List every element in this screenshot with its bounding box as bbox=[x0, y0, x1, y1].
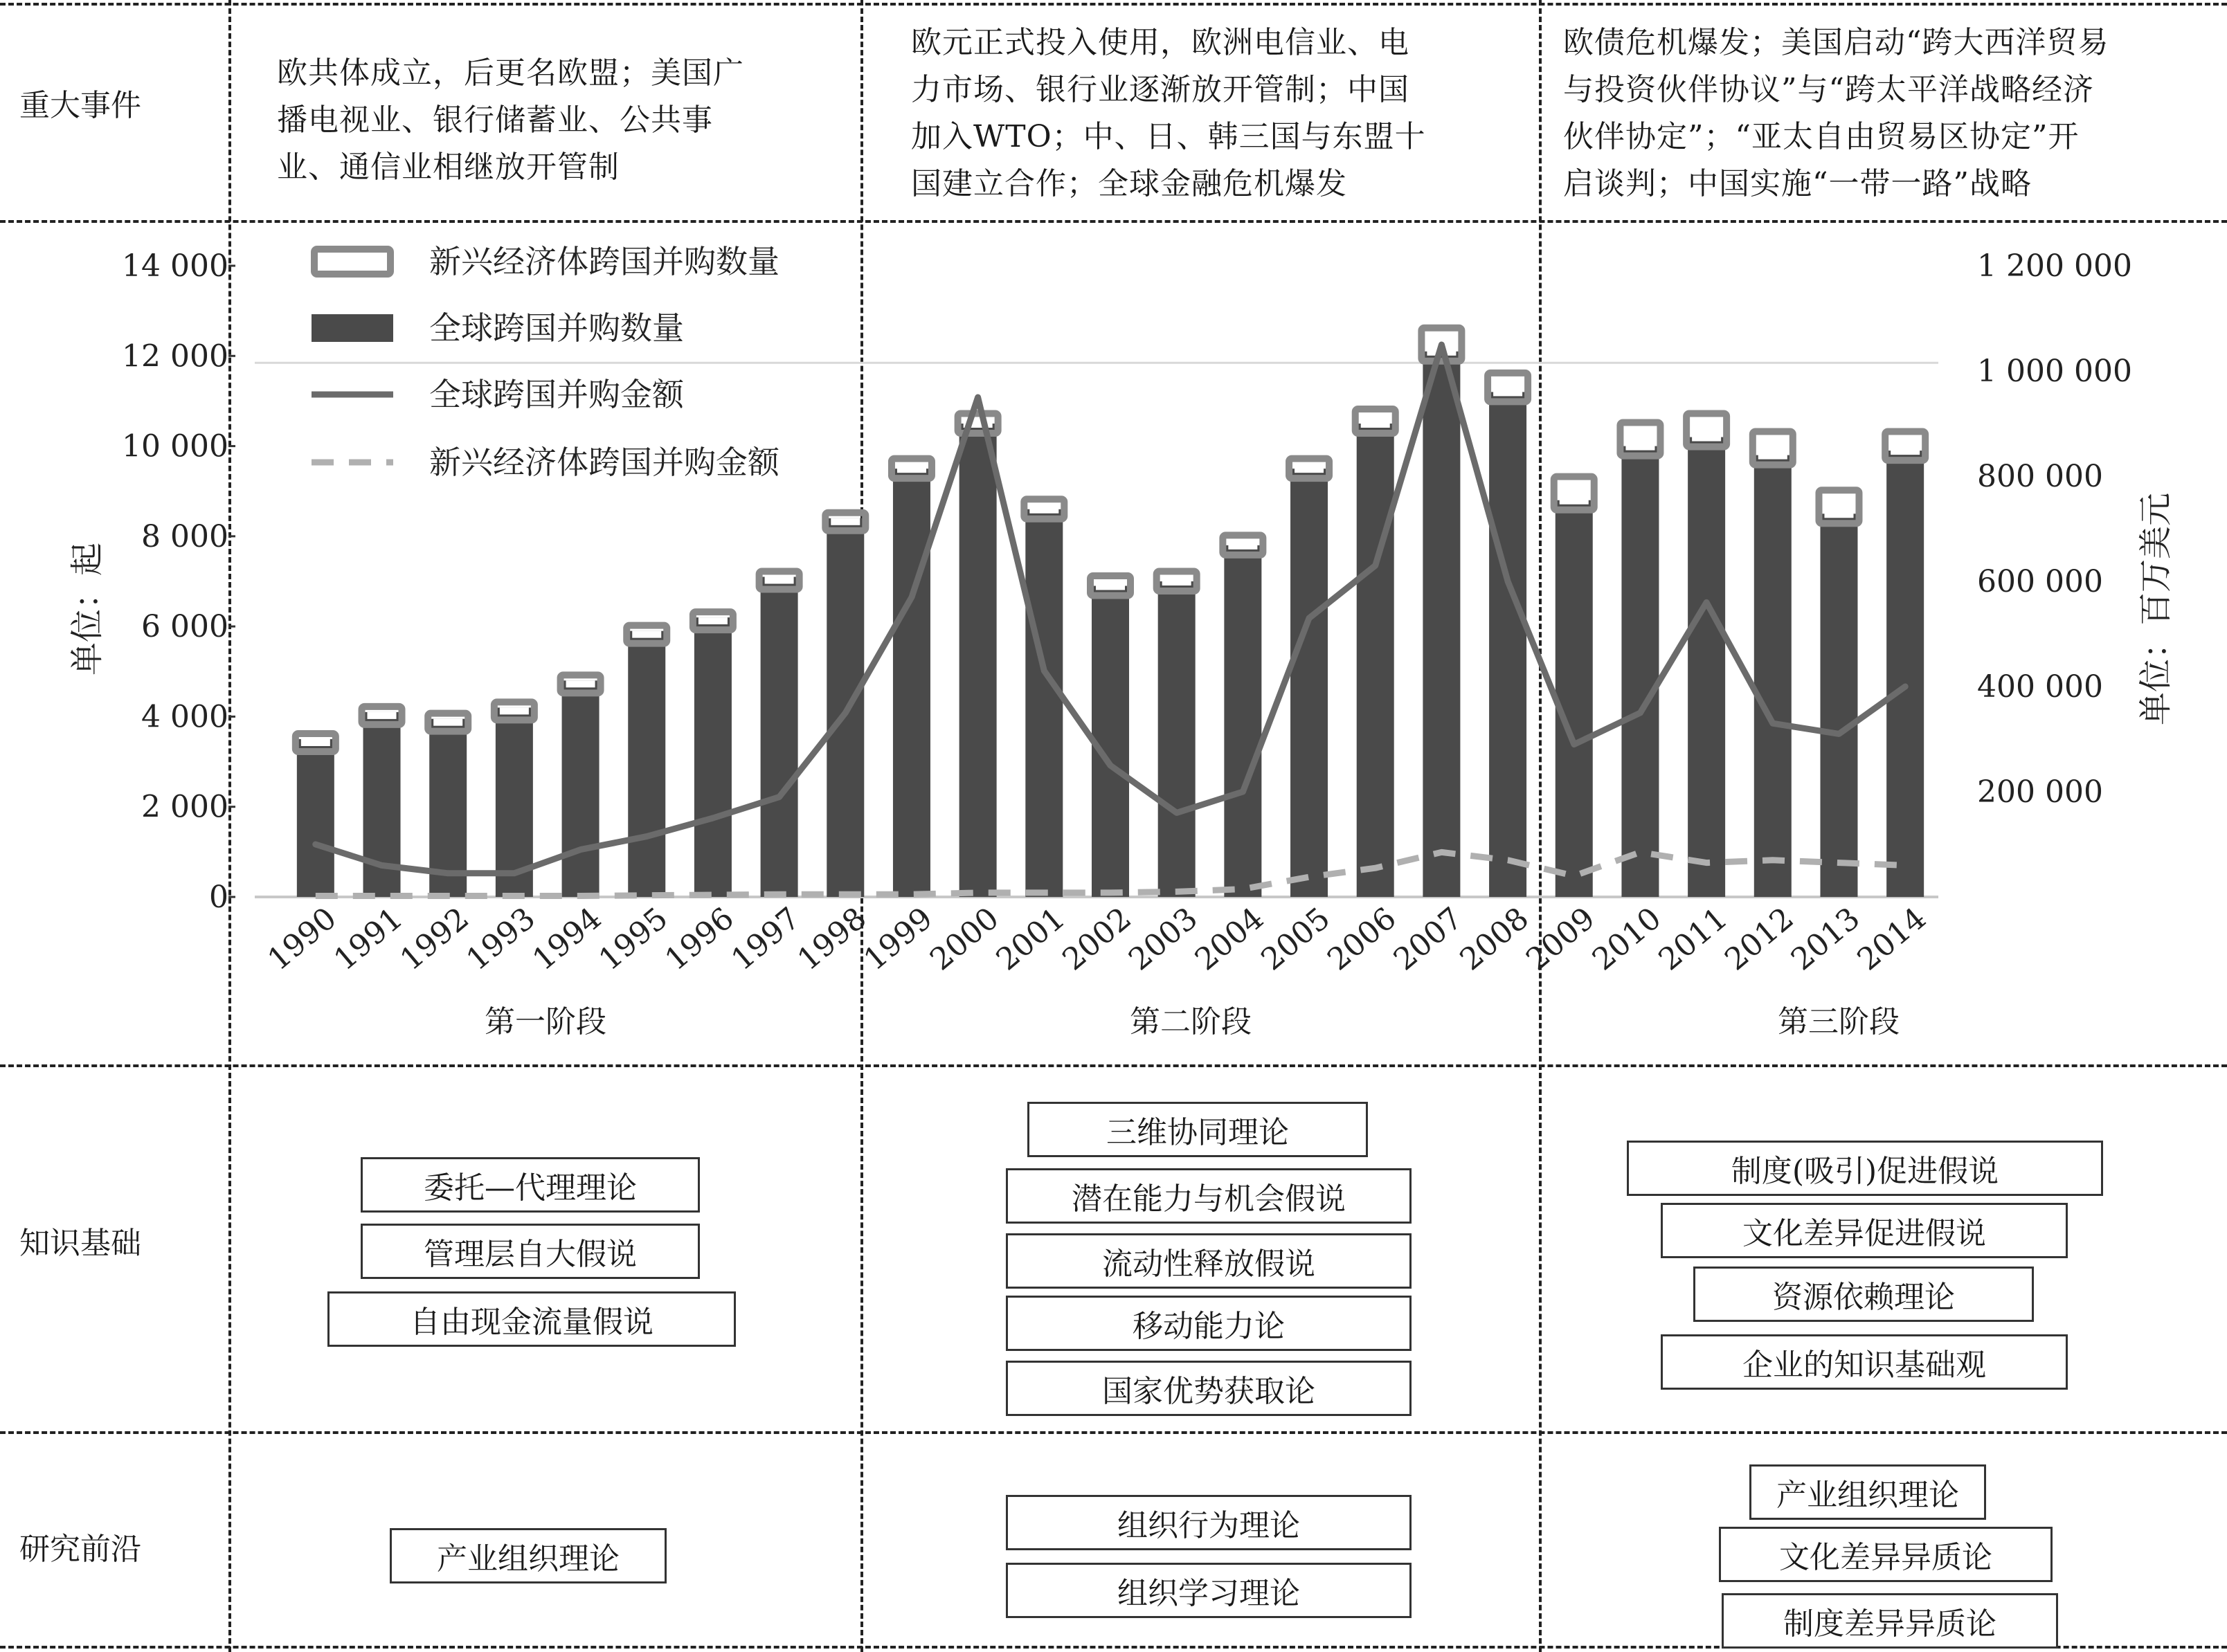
y2-tick-label: 400 000 bbox=[1977, 669, 2103, 705]
bar-emerging-count-inner bbox=[831, 518, 860, 525]
event-line: 力市场、银行业逐渐放开管制；中国 bbox=[911, 72, 1409, 107]
x-tick-label: 1997 bbox=[724, 900, 807, 978]
x-tick-label: 2002 bbox=[1056, 900, 1138, 978]
event-line: 与投资伙伴协议”与“跨太平洋战略经济 bbox=[1563, 72, 2094, 107]
x-tick-label: 2013 bbox=[1784, 900, 1867, 978]
bar-emerging-count-inner bbox=[566, 680, 595, 687]
bar-emerging-count-inner bbox=[1162, 577, 1191, 586]
legend-label: 新兴经济体跨国并购金额 bbox=[429, 444, 779, 481]
row-divider-top bbox=[0, 3, 2227, 6]
y-tick-label: 6 000 bbox=[141, 609, 228, 645]
bar-emerging-count-inner bbox=[632, 631, 661, 638]
bar-global-count bbox=[761, 577, 798, 897]
bar-emerging-count-inner bbox=[1758, 437, 1787, 460]
bar-global-count bbox=[297, 739, 334, 897]
bar-emerging-count-inner bbox=[698, 617, 728, 624]
phase-label-3: 第三阶段 bbox=[1778, 1004, 1900, 1040]
theory-box: 管理层自大假说 bbox=[361, 1224, 700, 1279]
bar-emerging-count-inner bbox=[1824, 496, 1853, 518]
y-tick-label: 8 000 bbox=[141, 518, 228, 554]
legend-swatch-emerging-count bbox=[314, 249, 390, 274]
event-line: 启谈判；中国实施“一带一路”战略 bbox=[1563, 166, 2032, 201]
bar-emerging-count-inner bbox=[1560, 482, 1589, 505]
y-axis-label: 单位：起 bbox=[68, 542, 107, 676]
x-tick-label: 2009 bbox=[1520, 900, 1602, 978]
bar-global-count bbox=[1688, 437, 1725, 897]
legend-label: 全球跨国并购数量 bbox=[429, 309, 684, 347]
row-label-events: 重大事件 bbox=[19, 88, 141, 123]
y2-tick-label: 1 000 000 bbox=[1977, 354, 2132, 389]
bar-emerging-count-inner bbox=[500, 707, 529, 714]
events-phase2 bbox=[911, 19, 1534, 208]
bar-emerging-count-inner bbox=[1625, 428, 1655, 451]
x-tick-label: 2014 bbox=[1850, 900, 1933, 978]
y2-axis-label: 单位：百万美元 bbox=[2136, 492, 2175, 726]
x-tick-label: 1998 bbox=[791, 900, 874, 978]
event-line: 加入WTO；中、日、韩三国与东盟十 bbox=[911, 119, 1426, 154]
x-tick-label: 1996 bbox=[658, 900, 741, 978]
events-phase3 bbox=[1563, 19, 2221, 208]
bar-global-count bbox=[893, 469, 930, 897]
ma-chart bbox=[0, 220, 2227, 1064]
row-label-knowledge: 知识基础 bbox=[19, 1226, 141, 1261]
theory-box: 移动能力论 bbox=[1006, 1296, 1412, 1351]
theory-box: 文化差异异质论 bbox=[1719, 1527, 2053, 1582]
bar-global-count bbox=[1556, 500, 1593, 897]
row-label-frontier: 研究前沿 bbox=[19, 1532, 141, 1567]
bar-emerging-count-inner bbox=[301, 739, 330, 746]
event-line: 欧债危机爆发；美国启动“跨大西洋贸易 bbox=[1563, 25, 2109, 60]
theory-box: 自由现金流量假说 bbox=[327, 1291, 736, 1347]
y-tick-label: 14 000 bbox=[122, 248, 228, 284]
x-tick-label: 2008 bbox=[1453, 900, 1536, 978]
legend-swatch-global-count bbox=[312, 314, 393, 342]
x-tick-label: 2006 bbox=[1321, 900, 1403, 978]
theory-box: 组织行为理论 bbox=[1006, 1495, 1412, 1550]
bar-emerging-count-inner bbox=[1692, 419, 1721, 441]
bar-global-count bbox=[1025, 509, 1063, 897]
x-tick-label: 1992 bbox=[393, 900, 476, 978]
y-tick-label: 0 bbox=[209, 880, 228, 915]
x-tick-label: 2000 bbox=[923, 900, 1006, 978]
theory-box: 潜在能力与机会假说 bbox=[1006, 1168, 1412, 1224]
y2-tick-label: 600 000 bbox=[1977, 564, 2103, 599]
bar-global-count bbox=[1489, 392, 1526, 897]
bar-global-count bbox=[959, 424, 997, 897]
legend-label: 新兴经济体跨国并购数量 bbox=[429, 243, 779, 280]
bar-global-count bbox=[1224, 545, 1261, 897]
y2-tick-label: 1 200 000 bbox=[1977, 248, 2132, 284]
event-line: 欧共体成立，后更名欧盟；美国广 bbox=[277, 55, 744, 91]
theory-box: 三维协同理论 bbox=[1027, 1102, 1368, 1157]
bar-emerging-count-inner bbox=[1295, 464, 1324, 473]
phase-label-1: 第一阶段 bbox=[485, 1004, 606, 1040]
y-tick-label: 10 000 bbox=[122, 428, 228, 464]
bar-global-count bbox=[1357, 424, 1394, 897]
y-tick-label: 2 000 bbox=[141, 789, 228, 825]
theory-box: 企业的知识基础观 bbox=[1661, 1334, 2068, 1390]
bar-layer bbox=[296, 328, 1925, 897]
bar-emerging-count-inner bbox=[1228, 541, 1257, 550]
theory-box: 组织学习理论 bbox=[1006, 1563, 1412, 1618]
theory-box: 流动性释放假说 bbox=[1006, 1233, 1412, 1289]
x-tick-label: 1990 bbox=[261, 900, 343, 978]
x-tick-label: 2003 bbox=[1122, 900, 1205, 978]
event-line: 欧元正式投入使用，欧洲电信业、电 bbox=[911, 25, 1409, 60]
bar-emerging-count-inner bbox=[1029, 505, 1058, 514]
theory-box: 文化差异促进假说 bbox=[1661, 1203, 2068, 1258]
x-tick-label: 2001 bbox=[989, 900, 1072, 978]
bar-emerging-count-inner bbox=[433, 719, 462, 726]
bar-emerging-count-inner bbox=[1096, 581, 1125, 590]
theory-box: 资源依赖理论 bbox=[1693, 1267, 2034, 1322]
x-tick-label: 2007 bbox=[1387, 900, 1470, 978]
theory-box: 制度(吸引)促进假说 bbox=[1627, 1141, 2103, 1196]
bar-global-count bbox=[1820, 514, 1857, 897]
bar-global-count bbox=[694, 617, 732, 897]
x-tick-label: 1994 bbox=[525, 900, 608, 978]
event-line: 国建立合作；全球金融危机爆发 bbox=[911, 166, 1347, 201]
theory-box: 制度差异异质论 bbox=[1722, 1593, 2058, 1649]
bar-global-count bbox=[1754, 455, 1792, 897]
x-tick-label: 1993 bbox=[460, 900, 542, 978]
theory-box: 产业组织理论 bbox=[1749, 1464, 1986, 1520]
bar-emerging-count-inner bbox=[1493, 379, 1522, 397]
x-tick-label: 1991 bbox=[327, 900, 410, 978]
x-tick-label: 2011 bbox=[1652, 900, 1735, 978]
bar-global-count bbox=[1886, 451, 1924, 897]
y2-tick-label: 200 000 bbox=[1977, 774, 2103, 810]
y2-tick-label: 800 000 bbox=[1977, 459, 2103, 494]
event-line: 播电视业、银行储蓄业、公共事 bbox=[277, 102, 713, 138]
theory-box: 委托—代理理论 bbox=[361, 1157, 700, 1213]
x-tick-label: 2004 bbox=[1188, 900, 1271, 978]
event-line: 伙伴协定”；“亚太自由贸易区协定”开 bbox=[1563, 119, 2080, 154]
legend-label: 全球跨国并购金额 bbox=[429, 376, 684, 413]
event-line: 业、通信业相继放开管制 bbox=[277, 149, 620, 185]
y-tick-label: 12 000 bbox=[122, 338, 228, 374]
bar-emerging-count-inner bbox=[368, 712, 397, 719]
bar-global-count bbox=[1158, 581, 1196, 897]
events-phase1 bbox=[277, 50, 845, 191]
x-tick-label: 2012 bbox=[1718, 900, 1801, 978]
row-divider-knowledge bbox=[0, 1431, 2227, 1434]
bar-global-count bbox=[562, 680, 599, 897]
bar-global-count bbox=[1290, 469, 1328, 897]
bar-emerging-count-inner bbox=[897, 464, 926, 473]
row-divider-chart bbox=[0, 1064, 2227, 1067]
bar-emerging-count-inner bbox=[1891, 437, 1920, 455]
bar-global-count bbox=[1621, 446, 1659, 897]
x-tick-label: 2005 bbox=[1254, 900, 1337, 978]
x-tick-label: 2010 bbox=[1585, 900, 1668, 978]
y-tick-label: 4 000 bbox=[141, 699, 228, 735]
bar-global-count bbox=[628, 631, 665, 897]
theory-box: 产业组织理论 bbox=[390, 1528, 667, 1583]
bar-global-count bbox=[1423, 352, 1460, 897]
x-tick-label: 1995 bbox=[592, 900, 675, 978]
bar-emerging-count-inner bbox=[1361, 415, 1390, 428]
theory-box: 国家优势获取论 bbox=[1006, 1361, 1412, 1416]
x-tick-label: 1999 bbox=[857, 900, 939, 978]
phase-label-2: 第二阶段 bbox=[1130, 1004, 1252, 1040]
bar-emerging-count-inner bbox=[765, 577, 794, 583]
